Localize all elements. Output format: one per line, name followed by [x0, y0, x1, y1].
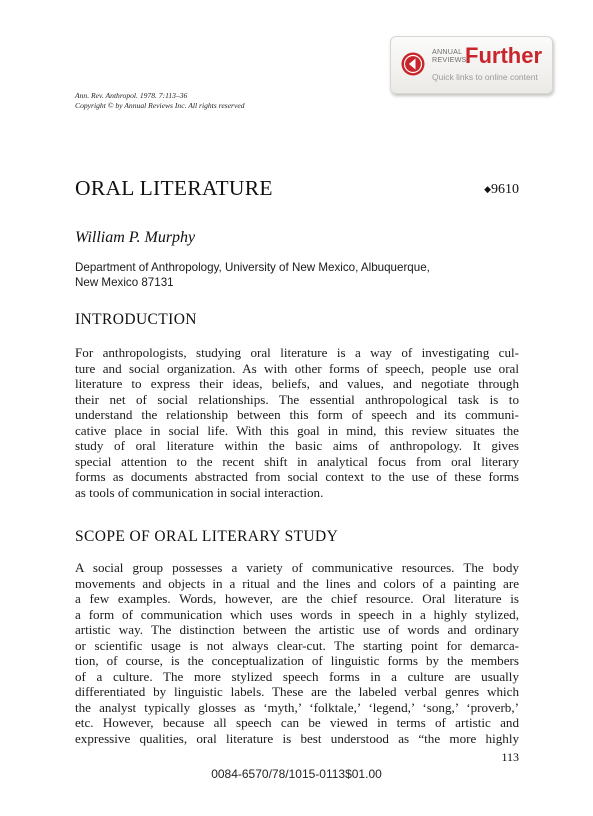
diamond-icon: ◆ [484, 184, 491, 194]
affiliation-line2: New Mexico 87131 [75, 276, 174, 289]
citation-line2: Copyright © by Annual Reviews Inc. All rights reserved [75, 100, 245, 110]
article-title: ORAL LITERATURE [75, 176, 273, 200]
author-name: William P. Murphy [75, 229, 196, 246]
body-line: understand the relationship between this form of speech and its communi- [75, 407, 519, 423]
author-affiliation [75, 260, 430, 290]
footer-code: 0084-6570/78/1015-0113$01.00 [211, 767, 382, 781]
section-heading-scope: SCOPE OF ORAL LITERARY STUDY [75, 528, 339, 545]
body-line: their net of social relationships. The essential anthropological task is to [75, 391, 519, 407]
body-line: of a culture. The more stylized speech forms in a culture are usually [75, 668, 519, 684]
body-line: For anthropologists, studying oral literature is a way of investigating cul- [75, 345, 519, 360]
body-line: study of oral literature within the basic aims of anthropology. It gives [75, 438, 519, 454]
badge-line2: REVIEWS [432, 55, 467, 64]
badge-publisher [432, 48, 467, 64]
body-line: A social group possesses a variety of communicative resources. The body [75, 560, 519, 575]
section-heading-introduction: INTRODUCTION [75, 311, 197, 328]
body-line: or scientific usage is not always clear-cut. The starting point for demarca- [75, 637, 519, 653]
citation-line1: Ann. Rev. Anthropol. 1978. 7:113–36 [75, 91, 188, 100]
body-line: literature to express their ideas, beliefs, and values, and negotiate through [75, 376, 519, 392]
article-code [484, 182, 519, 198]
badge-tagline: Quick links to online content [432, 72, 538, 82]
article-code-number: 9610 [491, 182, 519, 197]
body-line: differentiated by linguistic labels. These are the labeled verbal genres which [75, 684, 519, 700]
further-badge[interactable] [390, 36, 553, 94]
body-line: a form of communication which uses words in speech in a highly stylized, [75, 606, 519, 622]
body-line: as tools of communication in social interaction. [75, 484, 324, 500]
body-line: artistic way. The distinction between the artistic use of words and ordinary [75, 622, 519, 638]
citation [75, 91, 245, 110]
body-line: tion, of course, is the conceptualization of linguistic forms by the members [75, 653, 519, 669]
badge-further: Further [465, 43, 542, 68]
body-line: forms as documents abstracted from social context to the use of these forms [75, 469, 519, 485]
body-line: the analyst typically glosses as ‘myth,’ ‘folktale,’ ‘legend,’ ‘song,’ ‘proverb,’ [75, 699, 519, 715]
body-line: ture and social organization. As with other forms of speech, people use oral [75, 360, 519, 376]
body-line: cative place in social life. With this goal in mind, this review situates the [75, 422, 519, 438]
page-number: 113 [501, 750, 519, 764]
section-body-introduction [75, 345, 519, 500]
badge-line1: ANNUAL [432, 47, 463, 56]
section-body-scope [75, 560, 519, 747]
further-arrow-icon [401, 52, 425, 76]
body-line: expressive qualities, oral literature is best understood as “the more highly [75, 731, 519, 747]
affiliation-line1: Department of Anthropology, University of New Mexico, Albuquerque, [75, 261, 430, 274]
body-line: a few examples. Words, however, are the chief resource. Oral literature is [75, 591, 519, 607]
body-line: special attention to the recent shift in analytical focus from oral literary [75, 453, 519, 469]
body-line: movements and objects in a ritual and the lines and colors of a painting are [75, 575, 519, 591]
body-line: etc. However, because all speech can be viewed in terms of artistic and [75, 715, 519, 731]
